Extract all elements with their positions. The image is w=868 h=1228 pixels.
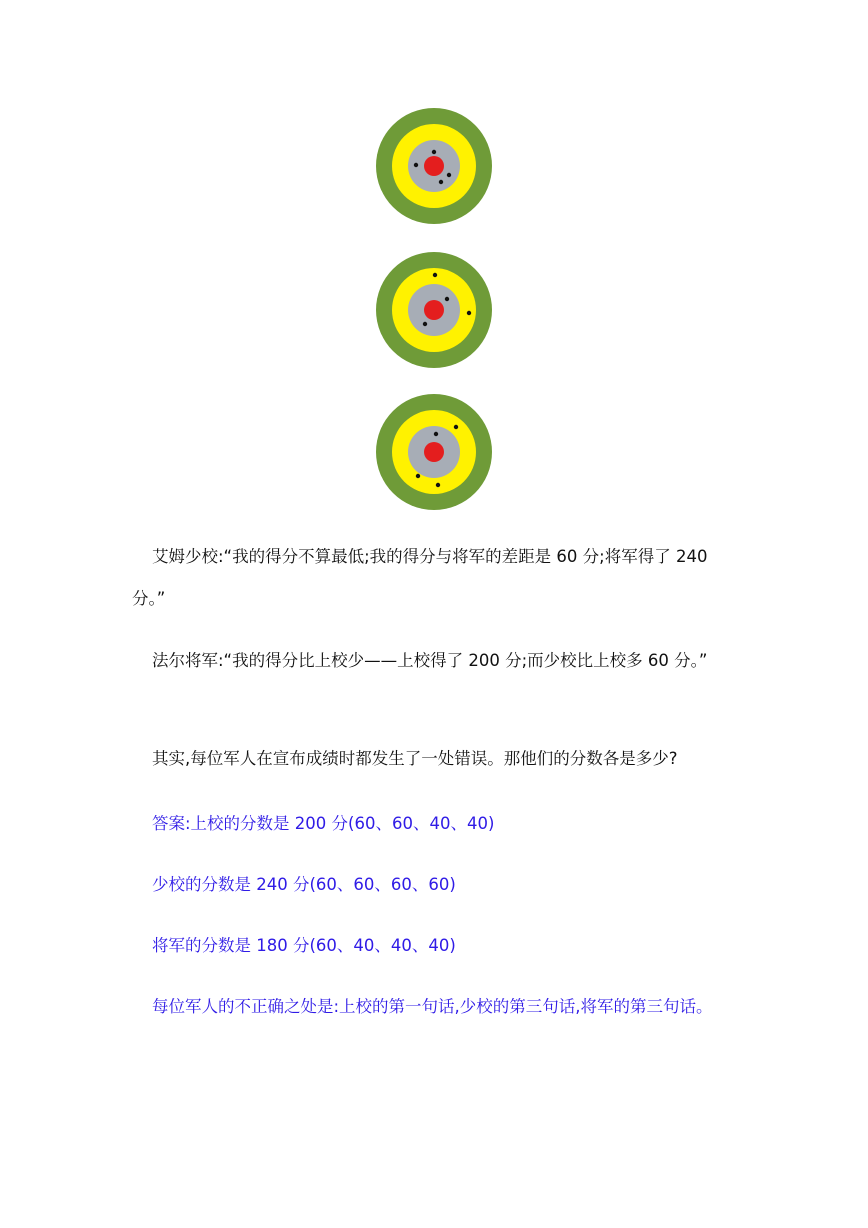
shot-hole	[433, 273, 437, 277]
shot-hole	[436, 483, 440, 487]
target-graphic-3	[376, 394, 492, 510]
target-graphic-2	[376, 252, 492, 368]
shot-hole	[423, 322, 427, 326]
shot-hole	[467, 311, 471, 315]
answer-major: 少校的分数是 240 分(60、60、60、60)	[152, 875, 456, 894]
bullseye	[424, 156, 444, 176]
target-image-2	[376, 252, 492, 368]
target-graphic-1	[376, 108, 492, 224]
shot-hole	[416, 474, 420, 478]
shot-hole	[445, 297, 449, 301]
answer-explanation: 每位军人的不正确之处是:上校的第一句话,少校的第三句话,将军的第三句话。	[152, 997, 713, 1016]
answer-general: 将军的分数是 180 分(60、40、40、40)	[152, 936, 456, 955]
answer-colonel: 答案:上校的分数是 200 分(60、60、40、40)	[152, 814, 495, 833]
shot-hole	[454, 425, 458, 429]
bullseye	[424, 300, 444, 320]
shot-hole	[447, 173, 451, 177]
shot-hole	[434, 432, 438, 436]
target-image-3	[376, 394, 492, 510]
general-statement: 法尔将军:“我的得分比上校少——上校得了 200 分;而少校比上校多 60 分。”	[152, 651, 708, 670]
bullseye	[424, 442, 444, 462]
question-paragraph: 其实,每位军人在宣布成绩时都发生了一处错误。那他们的分数各是多少?	[152, 749, 678, 768]
shot-hole	[439, 180, 443, 184]
major-statement: 艾姆少校:“我的得分不算最低;我的得分与将军的差距是 60 分;将军得了 240 分。”	[132, 547, 708, 608]
shot-hole	[414, 163, 418, 167]
target-image-1	[376, 108, 492, 224]
shot-hole	[432, 150, 436, 154]
